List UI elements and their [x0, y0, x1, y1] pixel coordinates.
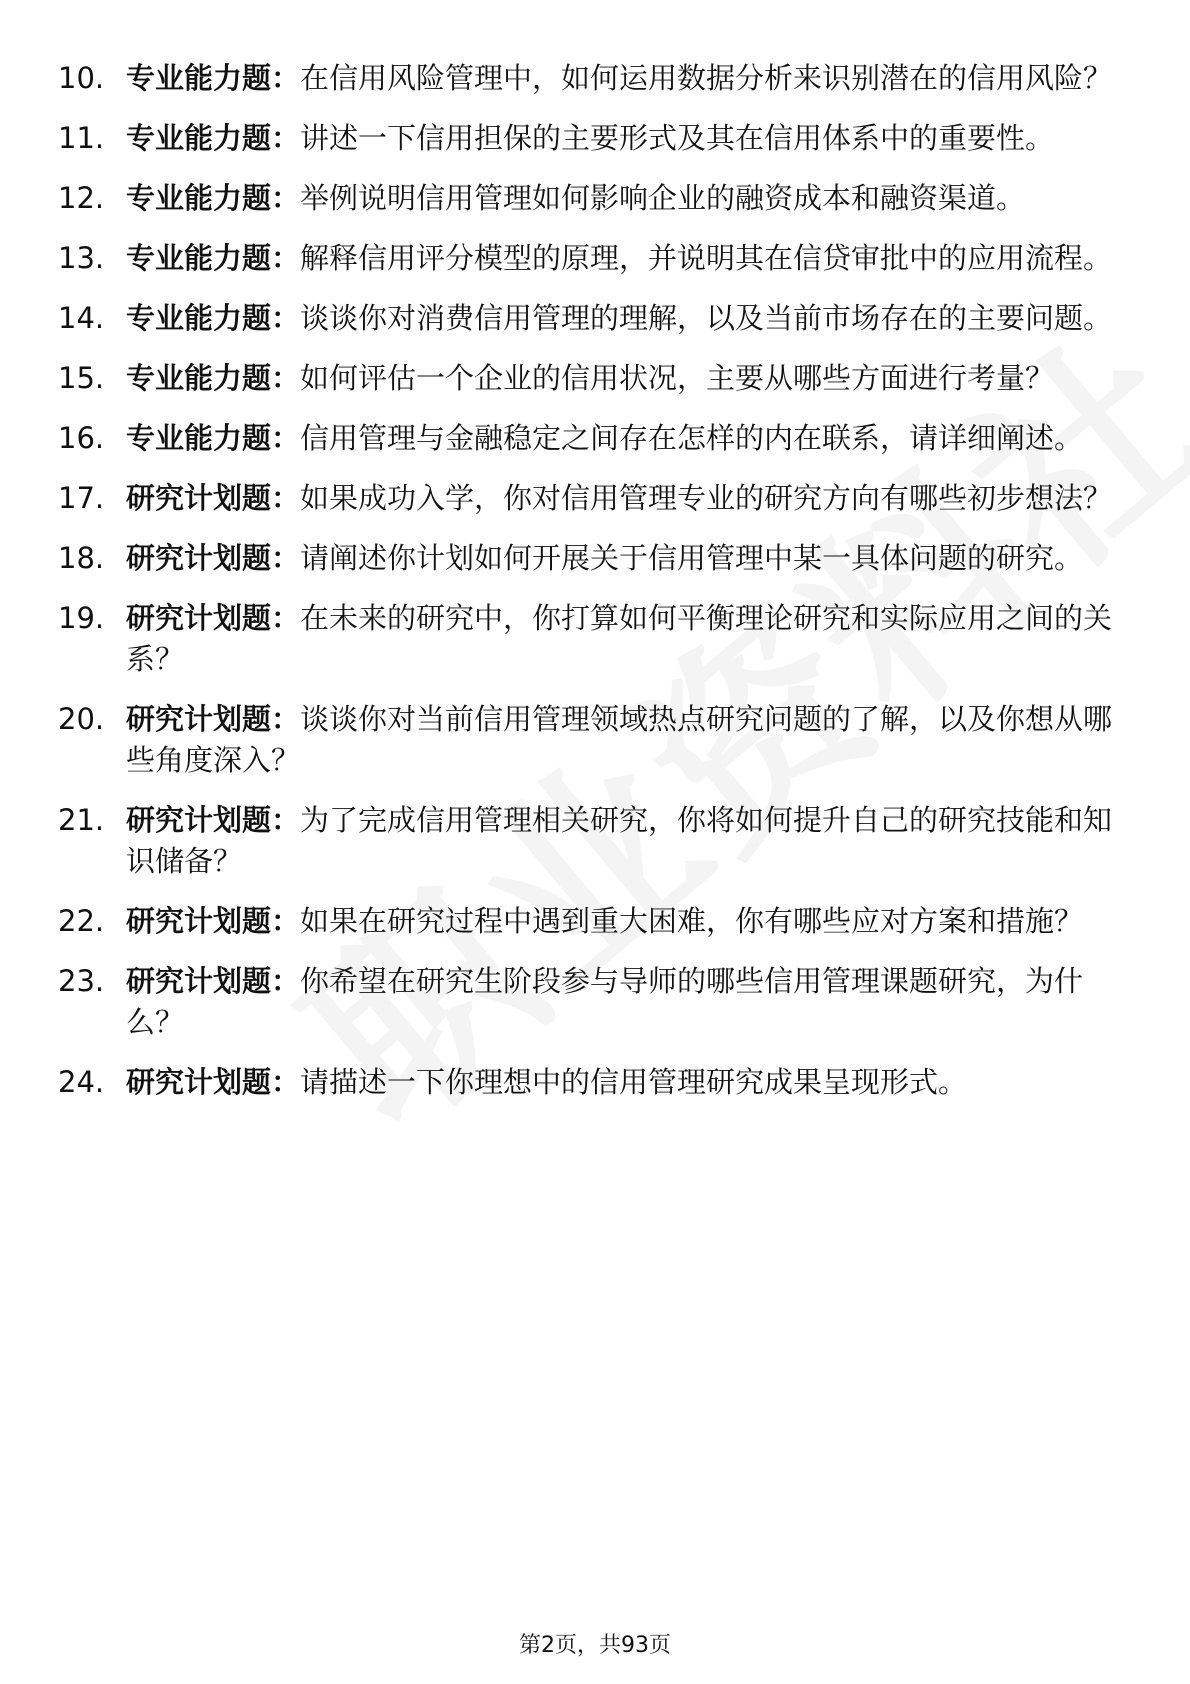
question-category: 专业能力题： [126, 121, 301, 155]
page-footer: 第2页，共93页 [519, 1633, 671, 1658]
question-category: 研究计划题： [126, 1065, 301, 1099]
question-number: 18. [58, 541, 105, 575]
question-text: 谈谈你对当前信用管理领域热点研究问题的了解，以及你想从哪些角度深入？ [126, 702, 1113, 777]
question-item [58, 178, 1118, 219]
question-number: 21. [58, 803, 105, 837]
question-category: 专业能力题： [126, 301, 301, 335]
question-number: 23. [58, 964, 105, 998]
question-text: 谈谈你对消费信用管理的理解，以及当前市场存在的主要问题。 [300, 301, 1113, 335]
question-number: 16. [58, 421, 105, 455]
question-text: 如果在研究过程中遇到重大困难，你有哪些应对方案和措施？ [300, 904, 1084, 938]
question-category: 研究计划题： [126, 481, 301, 515]
question-number: 13. [58, 241, 105, 275]
question-number: 20. [58, 702, 105, 736]
question-category: 专业能力题： [126, 361, 301, 395]
question-category: 研究计划题： [126, 803, 301, 837]
question-item [58, 800, 1118, 882]
question-number: 12. [58, 181, 105, 215]
question-item [58, 238, 1118, 279]
question-category: 研究计划题： [126, 904, 301, 938]
question-text: 解释信用评分模型的原理，并说明其在信贷审批中的应用流程。 [300, 241, 1113, 275]
question-category: 专业能力题： [126, 181, 301, 215]
question-item [58, 538, 1118, 579]
question-number: 11. [58, 121, 105, 155]
question-text: 举例说明信用管理如何影响企业的融资成本和融资渠道。 [300, 181, 1026, 215]
question-text: 请阐述你计划如何开展关于信用管理中某一具体问题的研究。 [300, 541, 1084, 575]
question-text: 如果成功入学，你对信用管理专业的研究方向有哪些初步想法？ [300, 481, 1113, 515]
question-number: 10. [58, 61, 105, 95]
question-category: 专业能力题： [126, 241, 301, 275]
question-list [58, 58, 1118, 1122]
question-item [58, 598, 1118, 680]
question-category: 专业能力题： [126, 61, 301, 95]
question-item [58, 358, 1118, 399]
question-number: 22. [58, 904, 105, 938]
question-number: 17. [58, 481, 105, 515]
question-number: 24. [58, 1065, 105, 1099]
question-item [58, 298, 1118, 339]
question-category: 专业能力题： [126, 421, 301, 455]
question-category: 研究计划题： [126, 964, 301, 998]
question-text: 你希望在研究生阶段参与导师的哪些信用管理课题研究，为什么？ [126, 964, 1084, 1039]
question-item [58, 1062, 1118, 1103]
question-category: 研究计划题： [126, 541, 301, 575]
question-text: 在信用风险管理中，如何运用数据分析来识别潜在的信用风险？ [300, 61, 1113, 95]
question-number: 19. [58, 601, 105, 635]
question-item [58, 961, 1118, 1043]
question-text: 讲述一下信用担保的主要形式及其在信用体系中的重要性。 [300, 121, 1055, 155]
question-text: 请描述一下你理想中的信用管理研究成果呈现形式。 [300, 1065, 968, 1099]
question-item [58, 58, 1118, 99]
question-item [58, 418, 1118, 459]
question-category: 研究计划题： [126, 601, 301, 635]
question-item [58, 901, 1118, 942]
question-number: 15. [58, 361, 105, 395]
question-item [58, 118, 1118, 159]
question-item [58, 699, 1118, 781]
question-text: 在未来的研究中，你打算如何平衡理论研究和实际应用之间的关系？ [126, 601, 1113, 676]
question-text: 如何评估一个企业的信用状况，主要从哪些方面进行考量？ [300, 361, 1055, 395]
question-text: 为了完成信用管理相关研究，你将如何提升自己的研究技能和知识储备？ [126, 803, 1113, 878]
question-category: 研究计划题： [126, 702, 301, 736]
question-item [58, 478, 1118, 519]
question-number: 14. [58, 301, 105, 335]
question-text: 信用管理与金融稳定之间存在怎样的内在联系，请详细阐述。 [300, 421, 1084, 455]
